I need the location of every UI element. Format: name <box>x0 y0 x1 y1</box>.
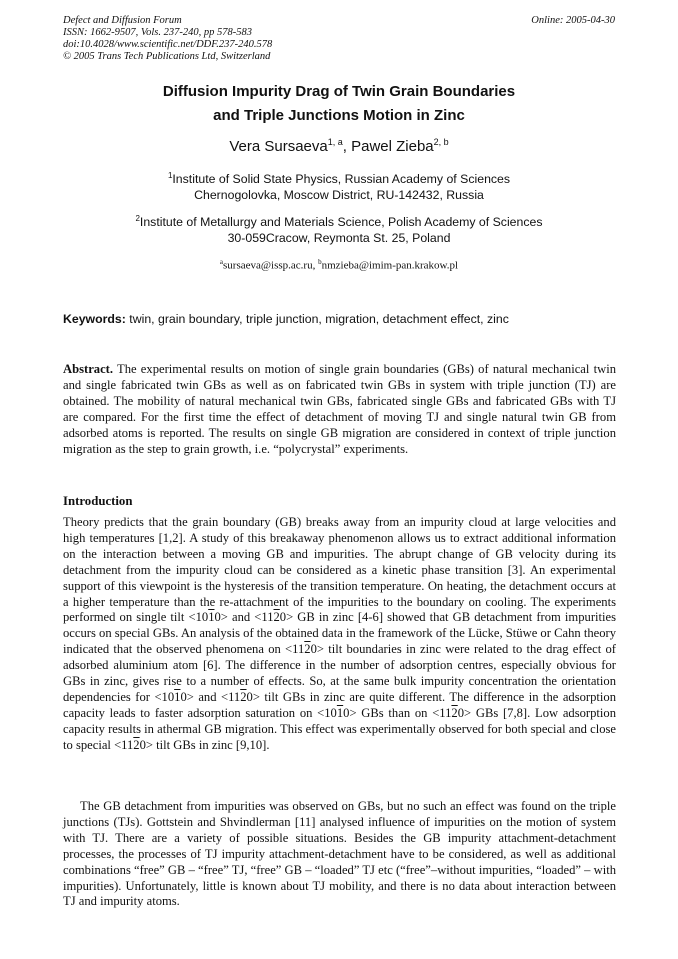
affiliation-2-line-1: Institute of Metallurgy and Materials Science, Polish Academy of Sciences <box>139 215 543 230</box>
doi-line: doi:10.4028/www.scientific.net/DDF.237-240.578 <box>63 39 273 50</box>
miller-index-suffix: 0> <box>246 689 260 704</box>
author-list <box>0 137 678 155</box>
introduction-text: and <box>227 610 255 625</box>
miller-index-suffix: 0> <box>279 610 294 625</box>
miller-index <box>254 610 293 624</box>
miller-index-suffix: 0> <box>139 737 153 752</box>
affiliation-1-line-1: Institute of Solid State Physics, Russian Academy of Sciences <box>172 172 511 187</box>
email-b: nmzieba@imim-pan.krakow.pl <box>321 259 459 272</box>
miller-index-prefix: <11 <box>285 642 305 657</box>
introduction-text: tilt GBs in zinc are quite different. The difference in the adsorption capacity leads to faster adsorption saturation on <box>63 689 616 720</box>
affiliation-2-number: 2 <box>135 214 140 223</box>
miller-index-suffix: 0> <box>310 642 324 657</box>
abstract-label: Abstract. <box>63 362 114 376</box>
miller-index-bar-digit: 2 <box>451 705 458 720</box>
issn-line: ISSN: 1662-9507, Vols. 237-240, pp 578-583 <box>63 27 252 38</box>
miller-index <box>154 690 193 704</box>
email-a: sursaeva@issp.ac.ru, <box>223 259 319 272</box>
miller-index-bar-digit: 2 <box>304 642 311 657</box>
introduction-text: tilt boundaries in zinc were related to the drag effect of adsorbed aluminium atom [6]. The difference in the number of adsorption centres, especially obvious for GBs in zinc, gives rise to a number of effects. So, at the same bulk impurity concentration the orientation dependencies for <box>63 642 616 704</box>
email-b-marker: b <box>318 258 322 266</box>
introduction-heading: Introduction <box>63 494 133 508</box>
journal-header <box>63 15 615 63</box>
email-a-marker: a <box>219 258 224 266</box>
miller-index <box>188 610 227 624</box>
miller-index-prefix: <11 <box>254 610 274 625</box>
introduction-text: Theory predicts that the grain boundary (GB) breaks away from an impurity cloud at large velocities and high temperatures [1,2]. A study of this breakaway phenomenon allows us to extract additional information on the interaction between a moving GB and impurities. The abrupt change of GB velocity during its detachment from the impurity cloud can be considered as a kinetic phase transition [3]. An experimental support of this viewpoint is the hysteresis of the transition temperature. On heating, the detachment occurs at a higher temperature than the re-attachment of the impurities to the boundary on cooling. The experiments performed on single tilt <box>63 515 616 625</box>
miller-index <box>317 706 356 720</box>
introduction-paragraph-1 <box>63 515 616 754</box>
keywords-label: Keywords: <box>63 312 126 326</box>
affiliation-1 <box>0 168 678 203</box>
copyright-line: © 2005 Trans Tech Publications Ltd, Switzerland <box>63 51 271 62</box>
miller-index <box>221 690 260 704</box>
miller-index-suffix: 0> <box>343 705 357 720</box>
keywords-text: twin, grain boundary, triple junction, migration, detachment effect, zinc <box>125 312 509 326</box>
abstract-text: The experimental results on motion of single grain boundaries (GBs) of natural mechanical twin and single fabricated twin GBs as well as on fabricated twin GBs in system with triple junction (TJ) are obtained. The mobility of natural mechanical twin GBs, fabricated single GBs and fabricated GBs with TJ are compared. For the first time the effect of detachment of moving TJ and single natural twin GB from adsorbed atoms is reported. The results on single GB migration are considered in context of triple junction migration as the step to grain growth, i.e. “polycrystal” experiments. <box>63 362 616 456</box>
author-1: Vera Sursaeva <box>229 138 328 155</box>
author-1-affiliation: 1, a <box>327 137 343 147</box>
affiliation-1-line-2: Chernogolovka, Moscow District, RU-142432, Russia <box>194 188 484 203</box>
abstract-paragraph <box>63 362 616 457</box>
miller-index-bar-digit: 2 <box>240 689 247 704</box>
miller-index-prefix: <10 <box>154 689 175 704</box>
miller-index-prefix: <10 <box>188 610 209 625</box>
miller-index <box>114 738 153 752</box>
affiliation-2-line-2: 30-059Cracow, Reymonta St. 25, Poland <box>227 231 451 246</box>
author-2: Pawel Zieba <box>351 138 434 155</box>
affiliation-2 <box>0 211 678 246</box>
introduction-text: tilt GBs in zinc [9,10]. <box>153 737 270 752</box>
introduction-text: GBs than on <box>356 705 433 720</box>
miller-index-bar-digit: 1 <box>174 689 181 704</box>
miller-index-bar-digit: 1 <box>336 705 344 720</box>
online-date: Online: 2005-04-30 <box>531 15 615 26</box>
email-line <box>0 258 678 272</box>
miller-index-prefix: <10 <box>317 705 337 720</box>
miller-index <box>285 642 324 656</box>
miller-index-bar-digit: 2 <box>133 737 140 752</box>
journal-name: Defect and Diffusion Forum <box>63 15 182 26</box>
title-line-2: and Triple Junctions Motion in Zinc <box>213 107 465 124</box>
miller-index <box>432 706 471 720</box>
miller-index-prefix: <11 <box>220 689 241 704</box>
miller-index-bar-digit: 1 <box>208 610 215 625</box>
affiliation-1-number: 1 <box>167 171 173 180</box>
miller-index-suffix: 0> <box>214 610 228 625</box>
introduction-text: GB in zinc [4-6] showed that GB detachment from impurities occurs on special GBs. An analysis of the obtained data in the framework of the Lücke, Stüwe or Cahn theory indicated that the observed phenomena on <box>63 610 617 657</box>
introduction-text: GBs [7,8]. Low adsorption capacity results in athermal GB migration. This effect was experimentally observed for both special and close to special <box>63 705 616 752</box>
keywords <box>63 312 615 326</box>
miller-index-suffix: 0> <box>180 689 194 704</box>
title-line-1: Diffusion Impurity Drag of Twin Grain Boundaries <box>162 83 516 100</box>
miller-index-bar-digit: 2 <box>273 610 280 625</box>
introduction-text: and <box>193 689 221 704</box>
author-separator: , <box>342 138 352 155</box>
miller-index-prefix: <11 <box>432 705 452 720</box>
introduction-paragraph-2: The GB detachment from impurities was observed on GBs, but no such an effect was found on the triple junctions (TJs). Gottstein and Shvindlerman [11] analysed influence of impurities on the motion of system with TJ. There are a variety of possible situations. Besides the GB impurity attachment-detachment processes, the processes of TJ impurity attachment-detachment have to be considered, as well as additional combinations “free” GB – “free” TJ, “free” GB – “loaded” TJ etc (“free”–without impurities, “loaded” – with impurities). Unfortunately, little is known about TJ mobility, and there is no data about interaction between TJ and impurity atoms. <box>63 799 616 909</box>
miller-index-prefix: <11 <box>114 737 134 752</box>
miller-index-suffix: 0> <box>457 705 472 720</box>
paper-title <box>0 80 678 128</box>
author-2-affiliation: 2, b <box>433 137 449 147</box>
